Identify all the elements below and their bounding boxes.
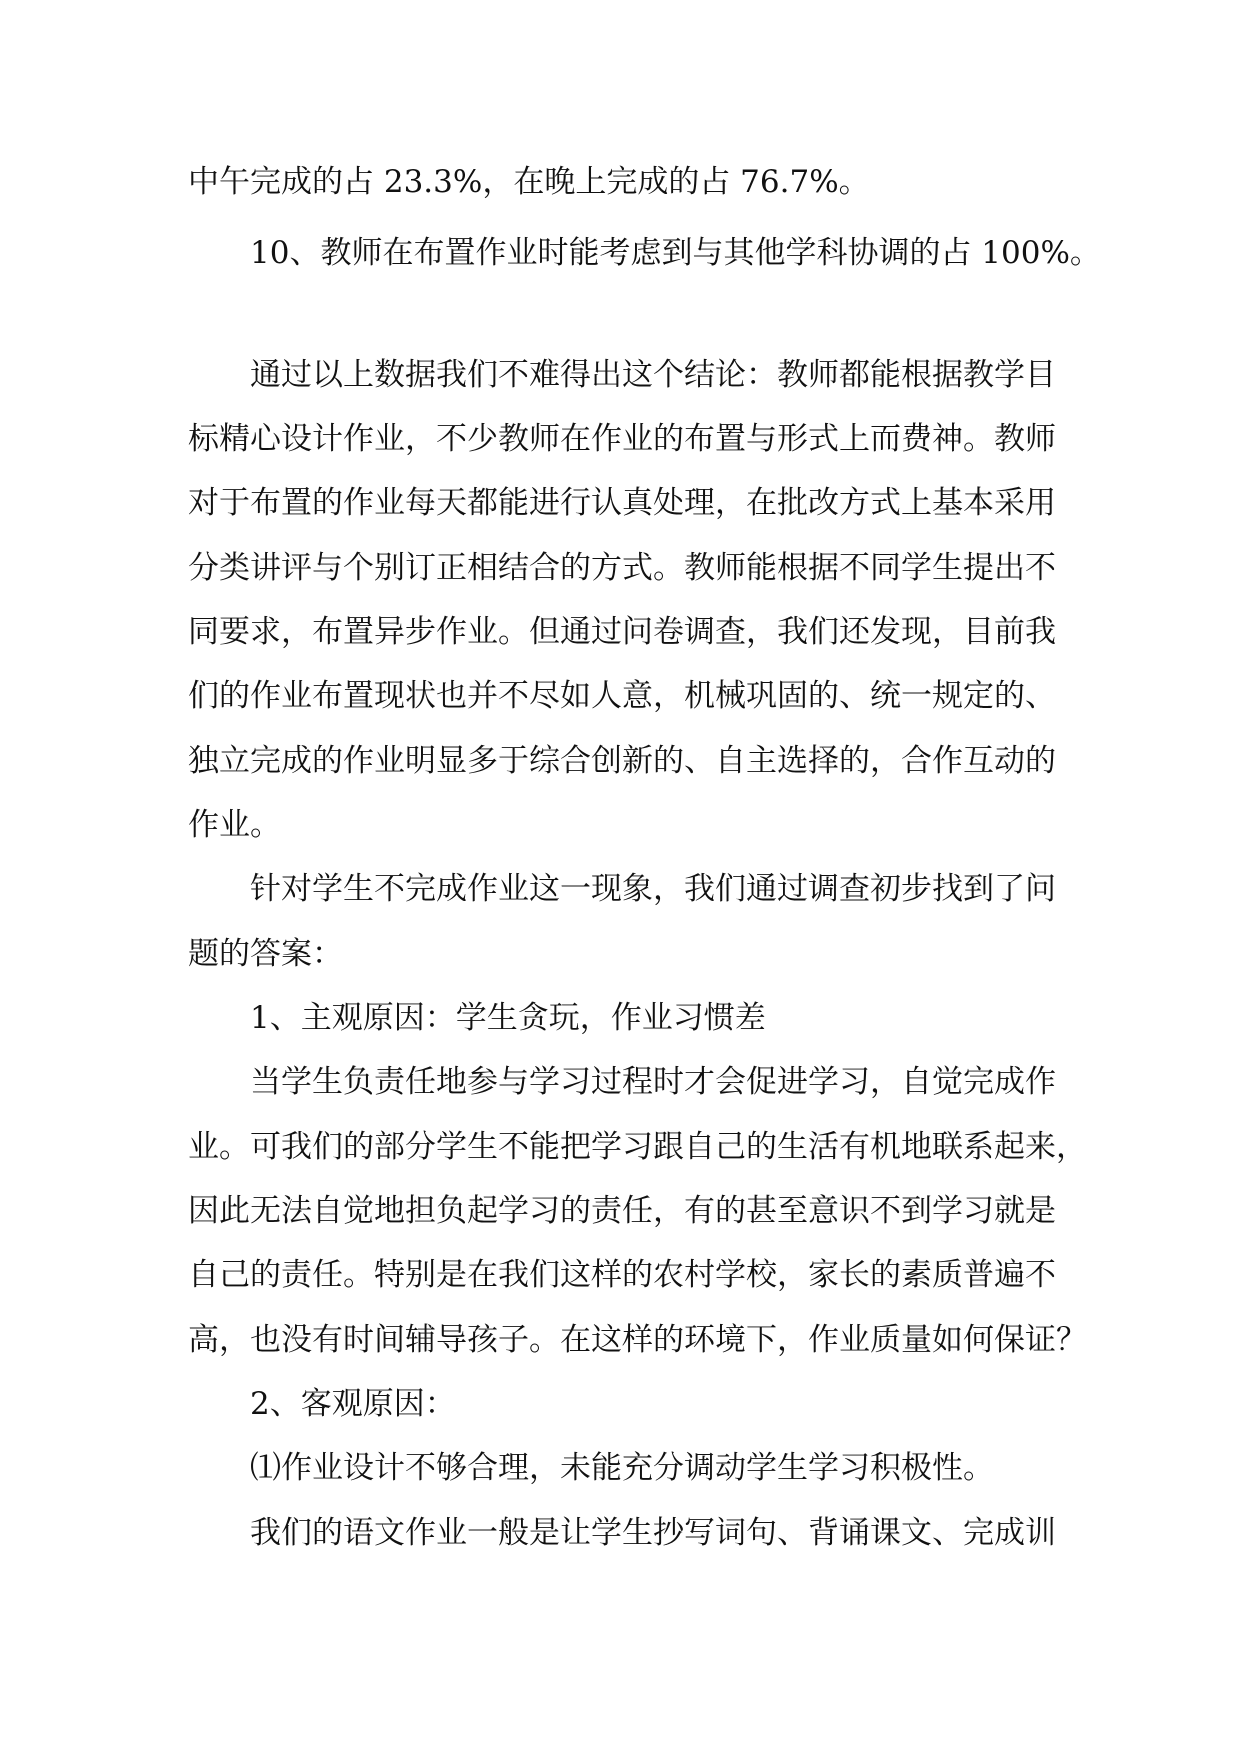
text-line: 1、主观原因：学生贪玩，作业习惯差 [250, 1000, 766, 1036]
text-line: 们的作业布置现状也并不尽如人意，机械巩固的、统一规定的、 [188, 678, 1056, 714]
text-line: 分类讲评与个别订正相结合的方式。教师能根据不同学生提出不 [188, 550, 1056, 586]
text-line: 我们的语文作业一般是让学生抄写词句、背诵课文、完成训 [250, 1515, 1056, 1551]
text-line: 自己的责任。特别是在我们这样的农村学校，家长的素质普遍不 [188, 1257, 1056, 1293]
text-line: 通过以上数据我们不难得出这个结论：教师都能根据教学目 [250, 357, 1056, 393]
text-line: 当学生负责任地参与学习过程时才会促进学习，自觉完成作 [250, 1064, 1056, 1100]
text-line: 同要求，布置异步作业。但通过问卷调查，我们还发现，目前我 [188, 614, 1056, 650]
text-line: 10、教师在布置作业时能考虑到与其他学科协调的占 100%。 [250, 235, 1101, 271]
text-line: 作业。 [188, 807, 281, 843]
text-line: 业。可我们的部分学生不能把学习跟自己的生活有机地联系起来， [188, 1129, 1087, 1165]
text-line: 题的答案： [188, 936, 343, 972]
text-line: 高，也没有时间辅导孩子。在这样的环境下，作业质量如何保证？ [188, 1322, 1087, 1358]
text-line: ⑴作业设计不够合理，未能充分调动学生学习积极性。 [250, 1450, 994, 1486]
text-line: 因此无法自觉地担负起学习的责任，有的甚至意识不到学习就是 [188, 1193, 1056, 1229]
text-line: 独立完成的作业明显多于综合创新的、自主选择的，合作互动的 [188, 743, 1056, 779]
text-line: 针对学生不完成作业这一现象，我们通过调查初步找到了问 [250, 871, 1056, 907]
text-line: 中午完成的占 23.3%，在晚上完成的占 76.7%。 [188, 164, 870, 200]
text-line: 标精心设计作业，不少教师在作业的布置与形式上而费神。教师 [188, 421, 1056, 457]
text-line: 2、客观原因： [250, 1386, 456, 1422]
text-line: 对于布置的作业每天都能进行认真处理，在批改方式上基本采用 [188, 485, 1056, 521]
